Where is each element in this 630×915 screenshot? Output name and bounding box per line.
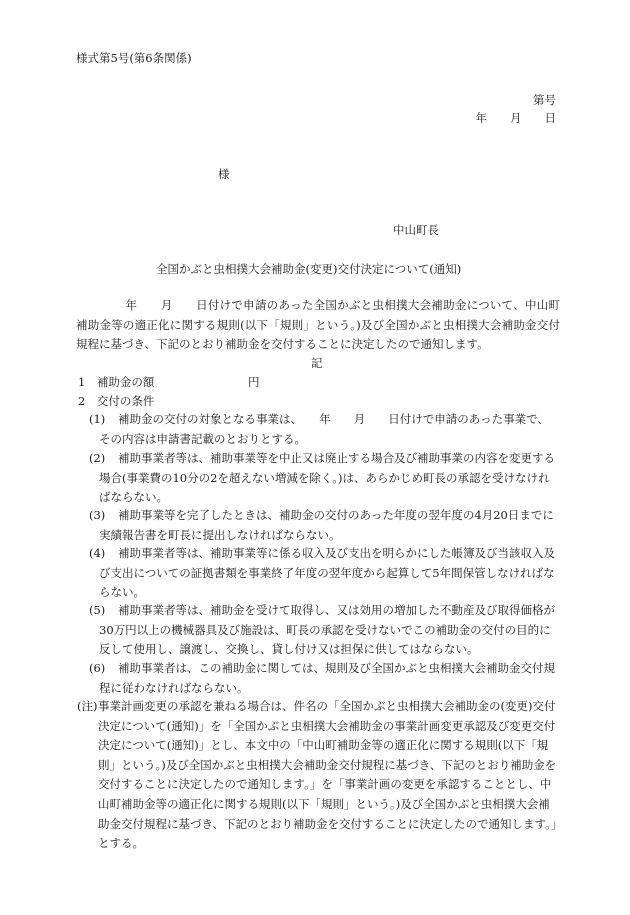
note-block [78, 697, 559, 854]
condition-item [89, 659, 558, 698]
note-text: 事業計画変更の承認を兼ねる場合は、件名の「全国かぶと虫相撲大会補助金の(変更)交付決定について(通知)」を「全国かぶと虫相撲大会補助金の事業計画変更承認及び変更交付決定について(通知)」とし、本文中の「中山町補助金等の適正化に関する規則(以下「規則」という。)及び全国かぶと虫相撲大会補助金交付規程に基づき、下記のとおり補助金を交付することに決定したので通知します。」を「事業計画の変更を承認することとし、中山町補助金等の適正化に関する規則(以下「規則」という。)及び全国かぶと虫相撲大会補助金交付規程に基づき、下記のとおり補助金を交付することに決定したので通知します。」とする。 [98, 699, 557, 851]
doc-number: 第号 [533, 93, 556, 107]
issuer: 中山町長 [393, 223, 439, 237]
note-label: (注) [77, 699, 98, 713]
form-id: 様式第5号(第6条関係) [76, 51, 192, 65]
condition-number: (4) [89, 546, 106, 560]
addressee-suffix: 様 [218, 167, 230, 181]
condition-item [89, 506, 558, 545]
condition-text: 補助事業者等は、補助事業等に係る収入及び支出を明らかにした帳簿及び当該収入及び支出についての証拠書類を事業終了年度の翌年度から起算して5年間保管しなければならない。 [99, 546, 555, 599]
ki-heading: 記 [311, 356, 323, 370]
condition-text: 補助事業者等は、補助事業等を中止又は廃止する場合及び補助事業の内容を変更する場合(事業費の10分の2を超えない増減を除く。)は、あらかじめ町長の承認を受けなければならない。 [99, 451, 555, 504]
condition-number: (6) [89, 661, 106, 675]
section1-unit: 円 [248, 375, 260, 389]
condition-number: (2) [89, 451, 106, 465]
condition-item [89, 410, 558, 449]
condition-text: 補助事業者等は、補助金を受けて取得し、又は効用の増加した不動産及び取得価格が30万円以上の機械器具及び施設は、町長の承認を受けないでこの補助金の交付の目的に反して使用し、譲渡し、交換し、貸し付け又は担保に供してはならない。 [99, 603, 555, 656]
document-title: 全国かぶと虫相撲大会補助金(変更)交付決定について(通知) [156, 262, 462, 276]
condition-number: (3) [89, 508, 106, 522]
condition-item [89, 601, 558, 660]
condition-item [89, 449, 558, 508]
intro-paragraph: 年 月 日付けで申請のあった全国かぶと虫相撲大会補助金について、中山町補助金等の適正化に関する規則(以下「規則」という。)及び全国かぶと虫相撲大会補助金交付規程に基づき、下記のとおり補助金を交付することに決定したので通知します。 [76, 298, 560, 351]
condition-item [89, 544, 558, 603]
date-line: 年 月 日 [475, 111, 556, 125]
condition-number: (5) [89, 603, 106, 617]
condition-text: 補助事業等を完了したときは、補助金の交付のあった年度の翌年度の4月20日までに実績報告書を町長に提出しなければならない。 [99, 508, 554, 542]
condition-number: (1) [89, 412, 106, 426]
condition-text: 補助金の交付の対象となる事業は、 年 月 日付けで申請のあった事業で、その内容は申請書記載のとおりとする。 [99, 412, 549, 446]
section1-label: 1 補助金の額 [78, 375, 155, 389]
section2-label: 2 交付の条件 [78, 394, 155, 408]
condition-text: 補助事業者は、この補助金に関しては、規則及び全国かぶと虫相撲大会補助金交付規程に従わなければならない。 [99, 661, 555, 695]
